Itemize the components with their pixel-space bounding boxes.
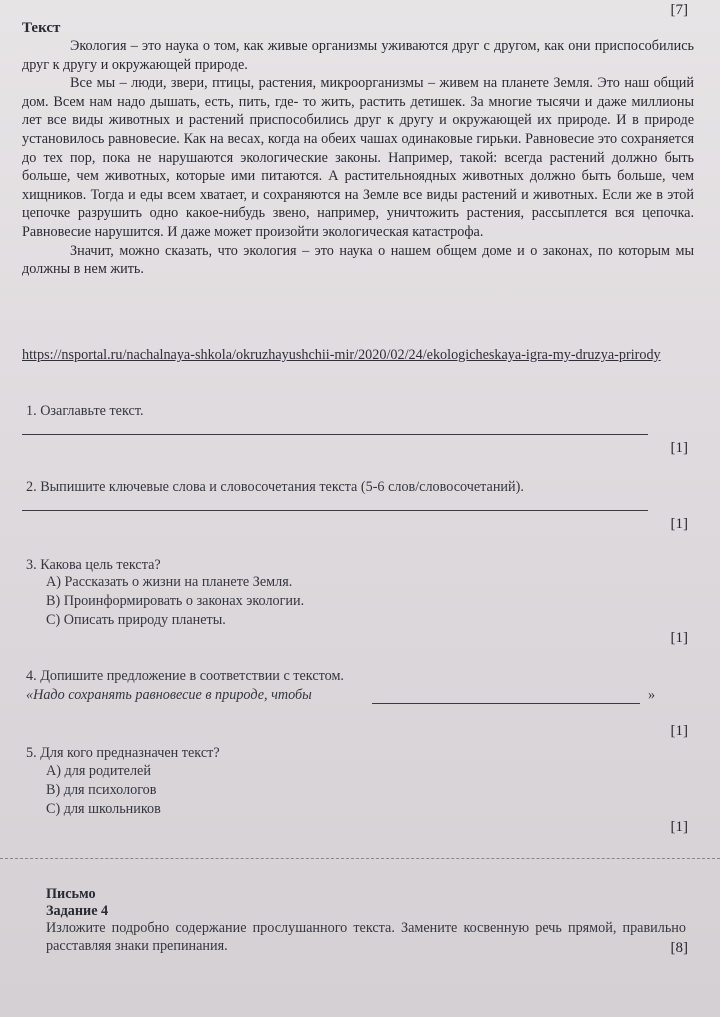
writing-task: Задание 4: [46, 903, 109, 919]
text-paragraph-1: Экология – это наука о том, как живые организмы уживаются друг с другом, как они приспособились друг к другу и окружающей природе.: [22, 38, 694, 73]
text-paragraph-2: Все мы – люди, звери, птицы, растения, микроорганизмы – живем на планете Земля. Это наш общий дом. Всем нам надо дышать, есть, пить, где- то жить, растить детишек. За многие тысячи и даже миллионы лет все виды животных и растений приспособились друг к другу и окружающей их природе. И в природе установилось равновесие. Как на весах, когда на обеих чашах одинаковые гирьки. Равновесие это сохраняется до тех пор, пока не нарушаются экологические законы. Например, такой: всегда растений должно быть больше, чем животных, которые ими питаются. А растительноядных животных должно быть больше, чем хищников. Тогда и еды всем хватает, и сохраняются на Земле все виды растений и животных. Если же в этой цепочке разрушить одно какое-нибудь звено, например, уничтожить растения, рассыплется вся цепочка. Равновесие нарушится. И даже может произойти экологическая катастрофа.: [22, 75, 694, 240]
reading-text: [22, 37, 694, 279]
question-2-score: [1]: [670, 516, 688, 532]
source-link[interactable]: https://nsportal.ru/nachalnaya-shkola/okruzhayushchii-mir/2020/02/24/ekologicheskaya-igra-my-druzya-prirody: [22, 347, 661, 363]
question-3: 3. Какова цель текста?: [26, 557, 161, 573]
question-4-sentence: «Надо сохранять равновесие в природе, чтобы: [26, 687, 312, 703]
answer-line-1[interactable]: [22, 434, 648, 435]
question-5-score: [1]: [670, 819, 688, 835]
writing-heading: Письмо: [46, 886, 96, 902]
question-4-score: [1]: [670, 723, 688, 739]
question-1: 1. Озаглавьте текст.: [26, 403, 144, 419]
question-5-option-a[interactable]: А) для родителей: [46, 763, 151, 779]
text-paragraph-3: Значит, можно сказать, что экология – это наука о нашем общем доме и о законах, по которым мы должны в нем жить.: [22, 242, 694, 278]
question-5-option-b[interactable]: В) для психологов: [46, 782, 157, 798]
question-5: 5. Для кого предназначен текст?: [26, 745, 220, 761]
page-score: [7]: [670, 2, 688, 18]
question-1-score: [1]: [670, 440, 688, 456]
question-4: 4. Допишите предложение в соответствии с текстом.: [26, 668, 344, 684]
writing-score: [8]: [670, 940, 688, 956]
section-divider: [0, 858, 720, 859]
section-title: Текст: [22, 20, 61, 36]
question-3-score: [1]: [670, 630, 688, 646]
question-2: 2. Выпишите ключевые слова и словосочетания текста (5-6 слов/словосочетаний).: [26, 479, 524, 495]
writing-instruction: Изложите подробно содержание прослушанного текста. Замените косвенную речь прямой, правильно расставляя знаки препинания.: [46, 920, 686, 954]
question-4-closing-quote: »: [648, 687, 656, 703]
answer-line-4[interactable]: [372, 703, 640, 704]
answer-line-2[interactable]: [22, 510, 648, 511]
question-5-option-c[interactable]: С) для школьников: [46, 801, 161, 817]
question-3-option-c[interactable]: С) Описать природу планеты.: [46, 612, 226, 628]
question-3-option-a[interactable]: А) Рассказать о жизни на планете Земля.: [46, 574, 293, 590]
question-3-option-b[interactable]: В) Проинформировать о законах экологии.: [46, 593, 305, 609]
